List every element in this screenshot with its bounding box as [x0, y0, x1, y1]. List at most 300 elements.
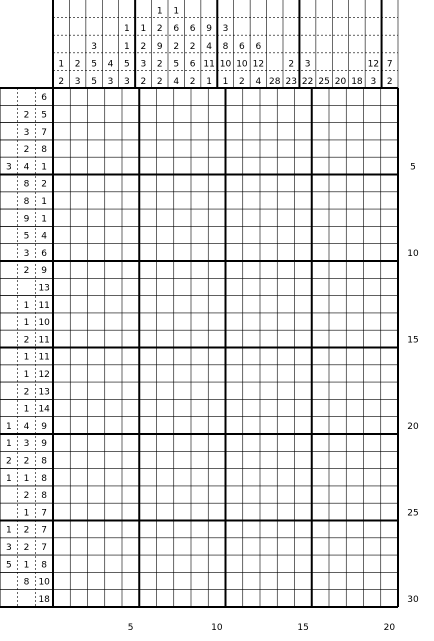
grid-cell[interactable] — [174, 521, 191, 538]
grid-cell[interactable] — [174, 278, 191, 295]
grid-cell[interactable] — [346, 175, 363, 192]
grid-cell[interactable] — [88, 434, 105, 451]
grid-cell[interactable] — [122, 365, 139, 382]
grid-cell[interactable] — [243, 572, 260, 589]
grid-cell[interactable] — [226, 434, 243, 451]
grid-cell[interactable] — [312, 399, 329, 416]
grid-cell[interactable] — [88, 296, 105, 313]
grid-cell[interactable] — [295, 157, 312, 174]
grid-cell[interactable] — [88, 105, 105, 122]
grid-cell[interactable] — [312, 486, 329, 503]
grid-cell[interactable] — [105, 140, 122, 157]
grid-cell[interactable] — [329, 157, 346, 174]
grid-cell[interactable] — [329, 296, 346, 313]
grid-cell[interactable] — [260, 244, 277, 261]
grid-cell[interactable] — [157, 348, 174, 365]
grid-cell[interactable] — [295, 209, 312, 226]
grid-cell[interactable] — [381, 226, 398, 243]
grid-cell[interactable] — [312, 521, 329, 538]
grid-cell[interactable] — [295, 296, 312, 313]
grid-cell[interactable] — [88, 590, 105, 607]
grid-cell[interactable] — [329, 226, 346, 243]
grid-cell[interactable] — [53, 123, 70, 140]
grid-cell[interactable] — [364, 192, 381, 209]
grid-cell[interactable] — [88, 261, 105, 278]
grid-cell[interactable] — [105, 451, 122, 468]
grid-cell[interactable] — [364, 434, 381, 451]
grid-cell[interactable] — [260, 590, 277, 607]
grid-cell[interactable] — [105, 261, 122, 278]
grid-cell[interactable] — [277, 330, 294, 347]
grid-cell[interactable] — [277, 382, 294, 399]
grid-cell[interactable] — [312, 417, 329, 434]
grid-cell[interactable] — [191, 192, 208, 209]
grid-cell[interactable] — [174, 572, 191, 589]
grid-cell[interactable] — [122, 278, 139, 295]
grid-cell[interactable] — [346, 365, 363, 382]
grid-cell[interactable] — [243, 434, 260, 451]
grid-cell[interactable] — [208, 555, 225, 572]
grid-cell[interactable] — [70, 538, 87, 555]
grid-cell[interactable] — [312, 348, 329, 365]
grid-cell[interactable] — [174, 365, 191, 382]
grid-cell[interactable] — [364, 590, 381, 607]
grid-cell[interactable] — [122, 261, 139, 278]
grid-cell[interactable] — [381, 417, 398, 434]
grid-cell[interactable] — [364, 503, 381, 520]
grid-cell[interactable] — [381, 521, 398, 538]
grid-cell[interactable] — [381, 88, 398, 105]
grid-cell[interactable] — [157, 226, 174, 243]
grid-cell[interactable] — [122, 105, 139, 122]
grid-cell[interactable] — [208, 365, 225, 382]
grid-cell[interactable] — [53, 261, 70, 278]
grid-cell[interactable] — [277, 278, 294, 295]
grid-cell[interactable] — [243, 503, 260, 520]
grid-cell[interactable] — [329, 105, 346, 122]
grid-cell[interactable] — [174, 538, 191, 555]
grid-cell[interactable] — [364, 417, 381, 434]
grid-cell[interactable] — [105, 469, 122, 486]
grid-cell[interactable] — [295, 434, 312, 451]
grid-cell[interactable] — [157, 261, 174, 278]
grid-cell[interactable] — [139, 382, 156, 399]
grid-cell[interactable] — [174, 244, 191, 261]
grid-cell[interactable] — [122, 469, 139, 486]
grid-cell[interactable] — [243, 244, 260, 261]
grid-cell[interactable] — [70, 105, 87, 122]
grid-cell[interactable] — [312, 226, 329, 243]
grid-cell[interactable] — [208, 399, 225, 416]
grid-cell[interactable] — [174, 382, 191, 399]
grid-cell[interactable] — [312, 451, 329, 468]
grid-cell[interactable] — [277, 538, 294, 555]
grid-cell[interactable] — [364, 244, 381, 261]
grid-cell[interactable] — [88, 503, 105, 520]
grid-cell[interactable] — [88, 330, 105, 347]
grid-cell[interactable] — [346, 123, 363, 140]
grid-cell[interactable] — [312, 382, 329, 399]
grid-cell[interactable] — [139, 417, 156, 434]
grid-cell[interactable] — [260, 261, 277, 278]
grid-cell[interactable] — [295, 175, 312, 192]
grid-cell[interactable] — [174, 123, 191, 140]
grid-cell[interactable] — [139, 209, 156, 226]
grid-cell[interactable] — [329, 261, 346, 278]
grid-cell[interactable] — [277, 123, 294, 140]
grid-cell[interactable] — [277, 157, 294, 174]
grid-cell[interactable] — [260, 434, 277, 451]
grid-cell[interactable] — [105, 365, 122, 382]
grid-cell[interactable] — [53, 469, 70, 486]
grid-cell[interactable] — [381, 590, 398, 607]
grid-cell[interactable] — [346, 555, 363, 572]
grid-cell[interactable] — [208, 572, 225, 589]
grid-cell[interactable] — [295, 313, 312, 330]
grid-cell[interactable] — [277, 572, 294, 589]
grid-cell[interactable] — [88, 365, 105, 382]
grid-cell[interactable] — [105, 521, 122, 538]
grid-cell[interactable] — [226, 469, 243, 486]
grid-cell[interactable] — [105, 313, 122, 330]
grid-cell[interactable] — [53, 88, 70, 105]
grid-cell[interactable] — [139, 590, 156, 607]
grid-cell[interactable] — [53, 175, 70, 192]
grid-cell[interactable] — [157, 382, 174, 399]
grid-cell[interactable] — [191, 399, 208, 416]
grid-cell[interactable] — [208, 348, 225, 365]
grid-cell[interactable] — [53, 226, 70, 243]
grid-cell[interactable] — [346, 192, 363, 209]
grid-cell[interactable] — [122, 348, 139, 365]
grid-cell[interactable] — [70, 365, 87, 382]
grid-cell[interactable] — [346, 451, 363, 468]
grid-cell[interactable] — [105, 105, 122, 122]
grid-cell[interactable] — [260, 313, 277, 330]
grid-cell[interactable] — [174, 175, 191, 192]
grid-cell[interactable] — [346, 105, 363, 122]
grid-cell[interactable] — [295, 451, 312, 468]
grid-cell[interactable] — [157, 123, 174, 140]
grid-cell[interactable] — [260, 365, 277, 382]
grid-cell[interactable] — [53, 451, 70, 468]
grid-cell[interactable] — [157, 417, 174, 434]
grid-cell[interactable] — [208, 313, 225, 330]
grid-cell[interactable] — [174, 313, 191, 330]
grid-cell[interactable] — [381, 209, 398, 226]
grid-cell[interactable] — [70, 157, 87, 174]
grid-cell[interactable] — [312, 469, 329, 486]
grid-cell[interactable] — [139, 486, 156, 503]
grid-cell[interactable] — [53, 278, 70, 295]
grid-cell[interactable] — [122, 434, 139, 451]
grid-cell[interactable] — [53, 330, 70, 347]
grid-cell[interactable] — [208, 417, 225, 434]
grid-cell[interactable] — [70, 486, 87, 503]
grid-cell[interactable] — [208, 226, 225, 243]
grid-cell[interactable] — [243, 140, 260, 157]
grid-cell[interactable] — [295, 572, 312, 589]
grid-cell[interactable] — [191, 417, 208, 434]
grid-cell[interactable] — [277, 88, 294, 105]
grid-cell[interactable] — [243, 451, 260, 468]
grid-cell[interactable] — [70, 313, 87, 330]
grid-cell[interactable] — [312, 330, 329, 347]
grid-cell[interactable] — [312, 590, 329, 607]
grid-cell[interactable] — [295, 521, 312, 538]
grid-cell[interactable] — [70, 261, 87, 278]
grid-cell[interactable] — [53, 434, 70, 451]
grid-cell[interactable] — [364, 382, 381, 399]
grid-cell[interactable] — [122, 209, 139, 226]
grid-cell[interactable] — [277, 192, 294, 209]
grid-cell[interactable] — [364, 486, 381, 503]
grid-cell[interactable] — [243, 330, 260, 347]
grid-cell[interactable] — [381, 175, 398, 192]
grid-cell[interactable] — [329, 469, 346, 486]
grid-cell[interactable] — [243, 105, 260, 122]
grid-cell[interactable] — [243, 469, 260, 486]
grid-cell[interactable] — [381, 261, 398, 278]
grid-cell[interactable] — [174, 348, 191, 365]
grid-cell[interactable] — [346, 521, 363, 538]
grid-cell[interactable] — [277, 348, 294, 365]
grid-cell[interactable] — [312, 538, 329, 555]
grid-cell[interactable] — [277, 209, 294, 226]
grid-cell[interactable] — [329, 417, 346, 434]
grid-cell[interactable] — [260, 175, 277, 192]
grid-cell[interactable] — [174, 451, 191, 468]
grid-cell[interactable] — [105, 226, 122, 243]
grid-cell[interactable] — [139, 123, 156, 140]
grid-cell[interactable] — [346, 313, 363, 330]
grid-cell[interactable] — [122, 417, 139, 434]
grid-cell[interactable] — [70, 590, 87, 607]
grid-cell[interactable] — [260, 296, 277, 313]
grid-cell[interactable] — [312, 105, 329, 122]
grid-cell[interactable] — [381, 330, 398, 347]
grid-cell[interactable] — [122, 503, 139, 520]
grid-cell[interactable] — [312, 296, 329, 313]
grid-cell[interactable] — [329, 244, 346, 261]
grid-cell[interactable] — [105, 555, 122, 572]
grid-cell[interactable] — [277, 521, 294, 538]
grid-cell[interactable] — [312, 192, 329, 209]
grid-cell[interactable] — [346, 278, 363, 295]
grid-cell[interactable] — [174, 555, 191, 572]
grid-cell[interactable] — [208, 278, 225, 295]
grid-cell[interactable] — [70, 382, 87, 399]
grid-cell[interactable] — [88, 192, 105, 209]
grid-cell[interactable] — [346, 572, 363, 589]
grid-cell[interactable] — [260, 226, 277, 243]
grid-cell[interactable] — [208, 469, 225, 486]
grid-cell[interactable] — [260, 399, 277, 416]
grid-cell[interactable] — [191, 348, 208, 365]
grid-cell[interactable] — [105, 399, 122, 416]
grid-cell[interactable] — [191, 572, 208, 589]
grid-cell[interactable] — [346, 399, 363, 416]
grid-cell[interactable] — [260, 140, 277, 157]
grid-cell[interactable] — [364, 226, 381, 243]
grid-cell[interactable] — [208, 209, 225, 226]
grid-cell[interactable] — [139, 226, 156, 243]
grid-cell[interactable] — [381, 348, 398, 365]
grid-cell[interactable] — [346, 244, 363, 261]
grid-cell[interactable] — [105, 572, 122, 589]
grid-cell[interactable] — [157, 469, 174, 486]
grid-cell[interactable] — [208, 244, 225, 261]
grid-cell[interactable] — [260, 469, 277, 486]
grid-cell[interactable] — [88, 486, 105, 503]
grid-cell[interactable] — [364, 175, 381, 192]
grid-cell[interactable] — [295, 278, 312, 295]
grid-cell[interactable] — [70, 469, 87, 486]
grid-cell[interactable] — [157, 244, 174, 261]
grid-cell[interactable] — [191, 365, 208, 382]
grid-cell[interactable] — [191, 503, 208, 520]
grid-cell[interactable] — [191, 486, 208, 503]
grid-cell[interactable] — [346, 417, 363, 434]
grid-cell[interactable] — [329, 123, 346, 140]
grid-cell[interactable] — [174, 330, 191, 347]
grid-cell[interactable] — [157, 175, 174, 192]
grid-cell[interactable] — [105, 209, 122, 226]
grid-cell[interactable] — [122, 451, 139, 468]
grid-cell[interactable] — [277, 434, 294, 451]
grid-cell[interactable] — [329, 192, 346, 209]
grid-cell[interactable] — [208, 140, 225, 157]
grid-cell[interactable] — [191, 590, 208, 607]
grid-cell[interactable] — [226, 192, 243, 209]
grid-cell[interactable] — [346, 157, 363, 174]
grid-cell[interactable] — [88, 572, 105, 589]
grid-cell[interactable] — [329, 555, 346, 572]
grid-cell[interactable] — [295, 399, 312, 416]
grid-cell[interactable] — [260, 278, 277, 295]
grid-cell[interactable] — [364, 157, 381, 174]
grid-cell[interactable] — [208, 382, 225, 399]
grid-cell[interactable] — [260, 105, 277, 122]
grid-cell[interactable] — [88, 382, 105, 399]
grid-cell[interactable] — [226, 313, 243, 330]
grid-cell[interactable] — [105, 192, 122, 209]
grid-cell[interactable] — [381, 313, 398, 330]
grid-cell[interactable] — [381, 123, 398, 140]
grid-cell[interactable] — [312, 140, 329, 157]
grid-cell[interactable] — [122, 313, 139, 330]
grid-cell[interactable] — [295, 538, 312, 555]
grid-cell[interactable] — [295, 348, 312, 365]
grid-cell[interactable] — [243, 590, 260, 607]
grid-cell[interactable] — [191, 261, 208, 278]
grid-cell[interactable] — [139, 521, 156, 538]
grid-cell[interactable] — [88, 123, 105, 140]
grid-cell[interactable] — [157, 313, 174, 330]
grid-cell[interactable] — [105, 123, 122, 140]
grid-cell[interactable] — [295, 226, 312, 243]
grid-cell[interactable] — [157, 538, 174, 555]
grid-cell[interactable] — [191, 157, 208, 174]
grid-cell[interactable] — [277, 226, 294, 243]
grid-cell[interactable] — [295, 417, 312, 434]
grid-cell[interactable] — [174, 226, 191, 243]
grid-cell[interactable] — [243, 348, 260, 365]
grid-cell[interactable] — [88, 521, 105, 538]
grid-cell[interactable] — [157, 192, 174, 209]
grid-cell[interactable] — [277, 296, 294, 313]
grid-cell[interactable] — [226, 157, 243, 174]
grid-cell[interactable] — [70, 123, 87, 140]
grid-cell[interactable] — [329, 451, 346, 468]
grid-cell[interactable] — [174, 105, 191, 122]
grid-cell[interactable] — [208, 451, 225, 468]
grid-cell[interactable] — [88, 88, 105, 105]
grid-cell[interactable] — [260, 348, 277, 365]
grid-cell[interactable] — [53, 209, 70, 226]
grid-cell[interactable] — [381, 469, 398, 486]
grid-cell[interactable] — [139, 348, 156, 365]
grid-cell[interactable] — [346, 88, 363, 105]
grid-cell[interactable] — [208, 296, 225, 313]
grid-cell[interactable] — [226, 209, 243, 226]
grid-cell[interactable] — [329, 572, 346, 589]
grid-cell[interactable] — [277, 261, 294, 278]
grid-cell[interactable] — [122, 382, 139, 399]
grid-cell[interactable] — [277, 451, 294, 468]
grid-cell[interactable] — [295, 244, 312, 261]
grid-cell[interactable] — [105, 157, 122, 174]
grid-cell[interactable] — [53, 313, 70, 330]
grid-cell[interactable] — [191, 175, 208, 192]
grid-cell[interactable] — [364, 123, 381, 140]
grid-cell[interactable] — [329, 434, 346, 451]
grid-cell[interactable] — [53, 399, 70, 416]
grid-cell[interactable] — [105, 348, 122, 365]
grid-cell[interactable] — [364, 521, 381, 538]
grid-cell[interactable] — [191, 434, 208, 451]
grid-cell[interactable] — [381, 503, 398, 520]
grid-cell[interactable] — [277, 417, 294, 434]
grid-cell[interactable] — [226, 348, 243, 365]
grid-cell[interactable] — [157, 278, 174, 295]
grid-cell[interactable] — [139, 503, 156, 520]
grid-cell[interactable] — [70, 555, 87, 572]
grid-cell[interactable] — [381, 192, 398, 209]
grid-cell[interactable] — [260, 486, 277, 503]
grid-cell[interactable] — [174, 140, 191, 157]
grid-cell[interactable] — [88, 399, 105, 416]
grid-cell[interactable] — [364, 140, 381, 157]
grid-cell[interactable] — [243, 538, 260, 555]
grid-cell[interactable] — [139, 399, 156, 416]
grid-cell[interactable] — [122, 330, 139, 347]
grid-cell[interactable] — [88, 469, 105, 486]
grid-cell[interactable] — [88, 278, 105, 295]
grid-cell[interactable] — [88, 451, 105, 468]
grid-cell[interactable] — [260, 209, 277, 226]
grid-cell[interactable] — [122, 486, 139, 503]
grid-cell[interactable] — [226, 503, 243, 520]
grid-cell[interactable] — [243, 382, 260, 399]
grid-cell[interactable] — [226, 123, 243, 140]
grid-cell[interactable] — [191, 451, 208, 468]
grid-cell[interactable] — [295, 469, 312, 486]
grid-cell[interactable] — [70, 348, 87, 365]
grid-cell[interactable] — [277, 244, 294, 261]
grid-cell[interactable] — [346, 590, 363, 607]
grid-cell[interactable] — [295, 365, 312, 382]
